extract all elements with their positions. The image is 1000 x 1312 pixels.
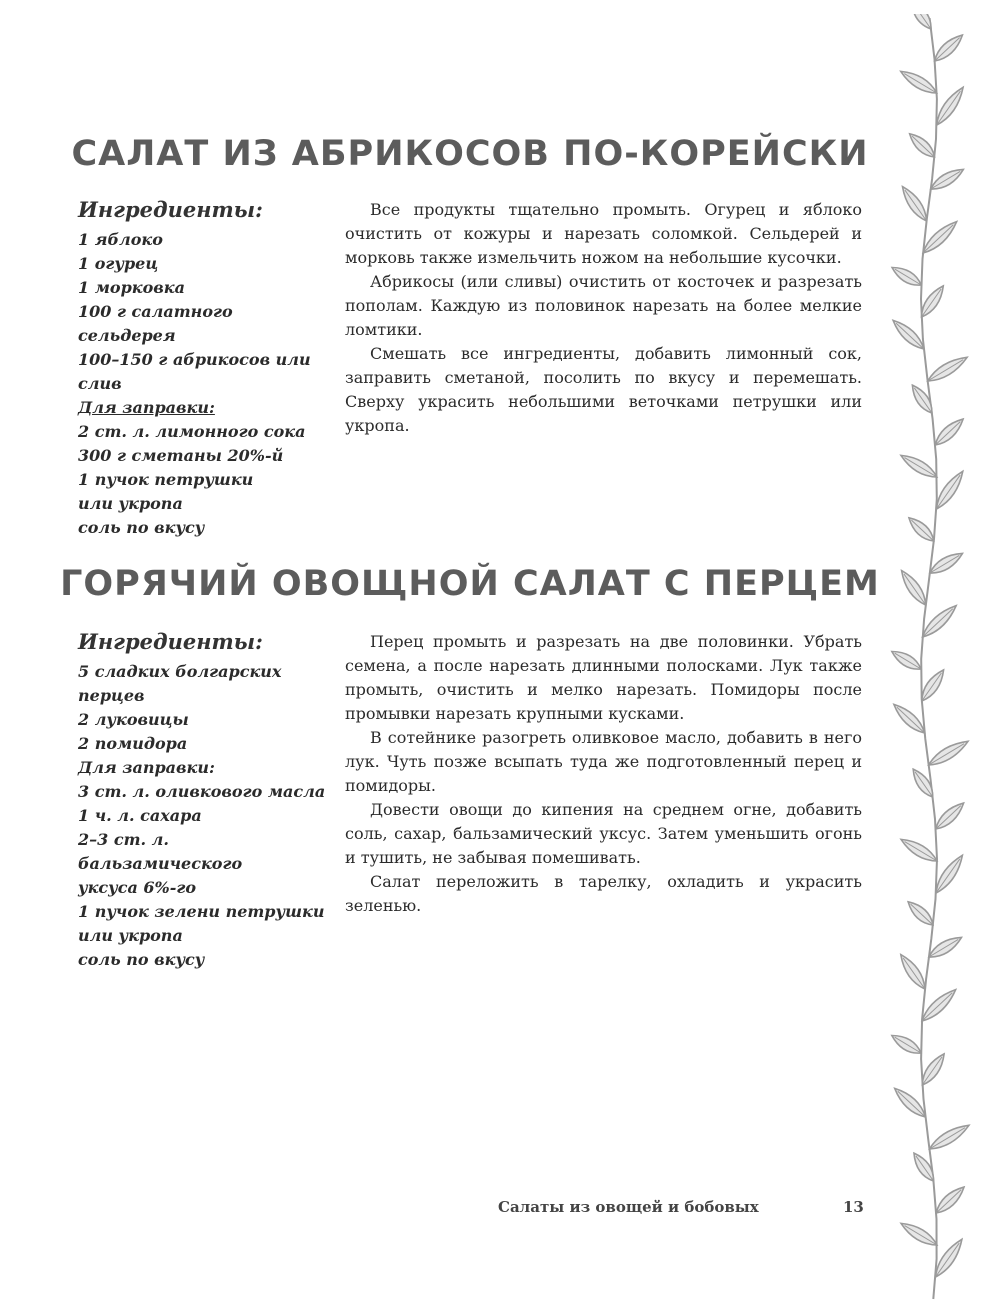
method-paragraph: Смешать все ингредиенты, добавить лимонный сок, заправить сметаной, посолить по вкусу и перемешать. Сверху украсить небольшими веточками петрушки или укропа. — [345, 344, 862, 435]
vine-leaf — [926, 737, 971, 770]
vine-leaf — [898, 835, 940, 866]
method-paragraph: Довести овощи до кипения на среднем огне, добавить соль, сахар, бальзамический уксус. Затем уменьшить огонь и тушить, не забывая помешивать. — [345, 800, 862, 867]
ingredient-item: 2 луковицы — [78, 710, 189, 729]
recipe2-title: ГОРЯЧИЙ ОВОЩНОЙ САЛАТ С ПЕРЦЕМ — [60, 564, 880, 604]
leaf-vine-ornament-icon — [874, 14, 984, 1304]
page-number: 13 — [843, 1198, 864, 1216]
ingredient-item: 2–3 ст. л. бальзамического — [78, 830, 243, 873]
method-paragraph: Салат переложить в тарелку, охладить и украсить зеленью. — [345, 872, 862, 915]
ingredient-item: 5 сладких болгарских — [78, 662, 282, 681]
ingredient-item: или укропа — [78, 494, 183, 513]
recipe2-ingredients — [78, 628, 333, 972]
vine-leaf — [898, 183, 931, 224]
vine-leaf — [905, 514, 937, 545]
ingredient-item: 1 пучок петрушки — [78, 470, 254, 489]
vine-leaf — [909, 766, 938, 800]
ingredient-item: или укропа — [78, 926, 183, 945]
ingredient-item: перцев — [78, 686, 145, 705]
ingredient-item: 2 помидора — [78, 734, 188, 753]
vine-leaf — [898, 1219, 940, 1250]
ingredient-item: 1 морковка — [78, 278, 185, 297]
method-paragraph: В сотейнике разогреть оливковое масло, добавить в него лук. Чуть позже всыпать туда же подготовленный перец и помидоры. — [345, 728, 862, 795]
vine-leaf — [927, 1121, 972, 1154]
ingredient-item: 1 ч. л. сахара — [78, 806, 202, 825]
vine-leaf — [897, 567, 930, 608]
footer-section-title: Салаты из овощей и бобовых — [498, 1198, 759, 1216]
vine-leaf — [904, 898, 936, 929]
vine-leaf — [909, 1150, 938, 1184]
method-paragraph: Перец промыть и разрезать на две половинки. Убрать семена, а после нарезать длинными полосками. Лук также промыть, очистить и мелко нарезать. Помидоры после промывки нарезать крупными кусками. — [345, 632, 862, 723]
recipe1-title: САЛАТ ИЗ АБРИКОСОВ ПО-КОРЕЙСКИ — [71, 134, 869, 174]
recipe2-method — [345, 630, 862, 918]
ingredient-item: 100–150 г абрикосов или — [78, 350, 311, 369]
vine-leaf — [889, 263, 924, 290]
ingredient-item: соль по вкусу — [78, 950, 205, 969]
vine-leaf — [932, 1183, 967, 1217]
ingredient-item: уксуса 6%-го — [78, 878, 197, 897]
recipe1-ingredients-heading: Ингредиенты: — [78, 197, 263, 222]
ingredient-item: 100 г салатного сельдерея — [78, 302, 233, 345]
ingredient-item: соль по вкусу — [78, 518, 205, 537]
ingredient-item: 1 огурец — [78, 254, 159, 273]
vine-leaf — [906, 130, 938, 161]
vine-leaf — [889, 647, 924, 674]
recipe1-ingredients — [78, 196, 333, 540]
vine-leaf — [898, 451, 940, 482]
method-paragraph: Абрикосы (или сливы) очистить от косточек и разрезать пополам. Каждую из половинок нарезать на более мелкие ломтики. — [345, 272, 862, 339]
ingredient-item: 300 г сметаны 20%-й — [78, 446, 284, 465]
vine-leaf — [896, 951, 929, 992]
ingredient-item: 3 ст. л. оливкового масла — [78, 782, 326, 801]
vine-leaf — [932, 415, 967, 449]
vine-leaf — [932, 799, 967, 833]
dressing-subheading: Для заправки: — [78, 398, 215, 417]
recipe2-ingredients-heading: Ингредиенты: — [78, 629, 263, 654]
ingredient-item: 1 пучок зелени петрушки — [78, 902, 325, 921]
vine-leaf — [931, 31, 966, 65]
vine-leaf — [908, 382, 937, 416]
vine-leaf — [898, 67, 940, 98]
vine-leaf — [925, 353, 970, 386]
vine-leaf — [907, 14, 936, 32]
method-paragraph: Все продукты тщательно промыть. Огурец и яблоко очистить от кожуры и нарезать соломкой. Сельдерей и морковь также измельчить ножом на небольшие кусочки. — [345, 200, 862, 267]
dressing-subheading: Для заправки: — [78, 758, 215, 777]
ingredient-item: 2 ст. л. лимонного сока — [78, 422, 306, 441]
recipe1-method — [345, 198, 862, 438]
vine-leaf — [889, 1031, 924, 1058]
ingredient-item: слив — [78, 374, 122, 393]
ingredient-item: 1 яблоко — [78, 230, 163, 249]
